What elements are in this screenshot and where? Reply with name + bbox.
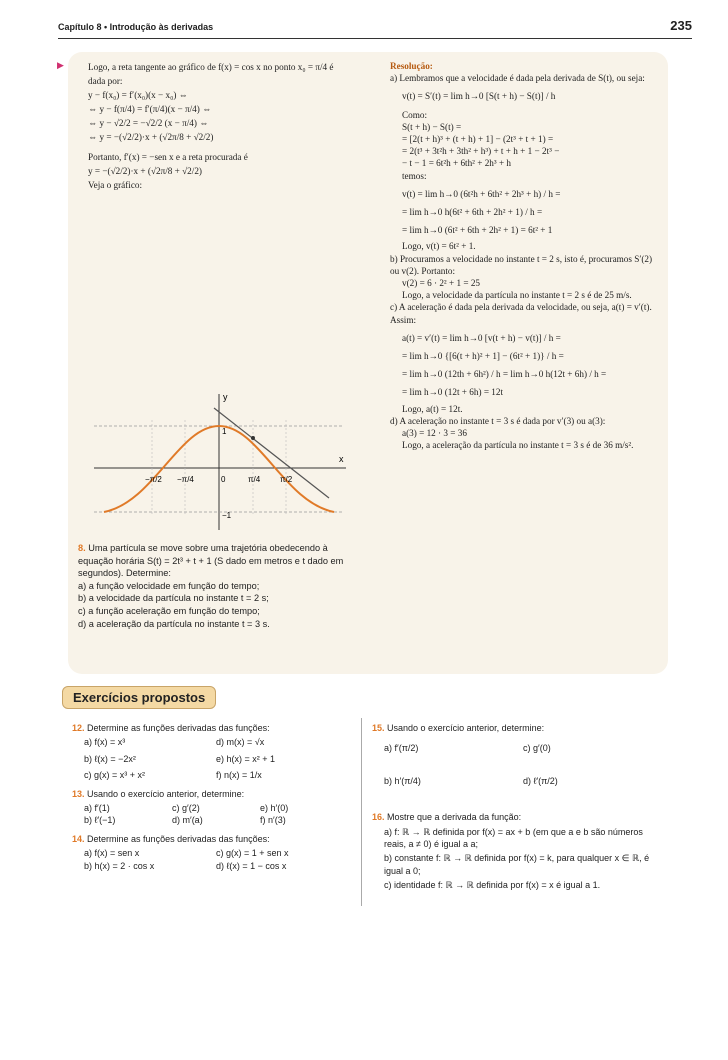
- exercise-item: d) m(x) = √x: [216, 737, 265, 748]
- equation-5: y = −(√2/2)·x + (√2π/8 + √2/2): [88, 166, 202, 176]
- tangent-graph: [84, 390, 354, 535]
- exercise-13-text: Usando o exercício anterior, determine:: [87, 788, 245, 799]
- resolution-line: = lim h→0 (12th + 6h²) / h = lim h→0 h(12t + 6h) / h =: [402, 369, 607, 380]
- resolution-line: Logo, a aceleração da partícula no instante t = 3 s é de 36 m/s².: [402, 440, 634, 451]
- exercise-item: c) g′(0): [523, 743, 551, 754]
- resolution-line: − t − 1 = 6t²h + 6th² + 2h³ + h: [402, 158, 512, 169]
- exercise-item: a) f(x) = x³: [84, 737, 126, 748]
- exercise-15-number: 15.: [372, 723, 385, 733]
- exercise-item: d) ℓ(x) = 1 − cos x: [216, 860, 287, 871]
- exercises-left: [72, 722, 348, 872]
- equation-1: y − f(x₀) = f′(x₀)(x − x₀) ⇔: [88, 90, 188, 100]
- equation-4: ⇔ y = −(√2/2)·x + (√2π/8 + √2/2): [88, 132, 214, 142]
- exercise-8-item: d) a aceleração da partícula no instante t = 3 s.: [78, 618, 270, 629]
- exercise-12-text: Determine as funções derivadas das funções:: [87, 723, 270, 733]
- exercise-item: b) ℓ(x) = −2x²: [84, 753, 136, 764]
- exercise-item: d) m′(a): [172, 815, 203, 826]
- exercise-item: f) n′(3): [260, 815, 286, 826]
- intro-text: Logo, a reta tangente ao gráfico de f(x) = cos x no ponto x₀ = π/4 é dada por:: [88, 62, 334, 86]
- x-axis-label: x: [339, 454, 344, 464]
- exercise-item: e) h′(0): [260, 803, 289, 814]
- resolution-line: v(t) = lim h→0 (6t²h + 6th² + 2h³ + h) / h =: [402, 188, 561, 199]
- resolution-line: Logo, a(t) = 12t.: [402, 403, 463, 414]
- tick-label: −π/4: [177, 475, 194, 484]
- tick-label: π/2: [280, 475, 293, 484]
- exercises-title: Exercícios propostos: [62, 686, 216, 709]
- resolution-line: Logo, a velocidade da partícula no instante t = 2 s é de 25 m/s.: [402, 290, 632, 301]
- resolution-line: a(3) = 12 · 3 = 36: [402, 428, 467, 439]
- resolution-title: Resolução:: [390, 61, 433, 71]
- resolution-line: = lim h→0 h(6t² + 6th + 2h² + 1) / h =: [402, 207, 543, 218]
- portanto-text: Portanto, f′(x) = −sen x e a reta procurada é: [88, 152, 248, 162]
- resolution-line: a(t) = v′(t) = lim h→0 [v(t + h) − v(t)] / h =: [402, 332, 561, 343]
- exercise-16-number: 16.: [372, 812, 385, 823]
- page-number: 235: [670, 18, 692, 33]
- exercise-16-text: Mostre que a derivada da função:: [387, 812, 522, 823]
- resolution-line: Como:: [402, 109, 428, 120]
- resolution-line: Logo, v(t) = 6t² + 1.: [402, 241, 476, 252]
- exercise-item: c) g(x) = 1 + sen x: [216, 848, 289, 859]
- equation-2: ⇔ y − f(π/4) = f′(π/4)(x − π/4) ⇔: [88, 104, 212, 114]
- y-tick-label: 1: [222, 427, 227, 436]
- exercise-14-number: 14.: [72, 833, 85, 844]
- resolution-line: v(t) = S′(t) = lim h→0 [S(t + h) − S(t)] / h: [402, 91, 556, 102]
- resolution-line: b) Procuramos a velocidade no instante t = 2 s, isto é, procuramos S′(2) ou v(2). Portanto:: [390, 253, 653, 276]
- exercise-item: b) constante f: ℝ → ℝ definida por f(x) = k, para qualquer x ∈ ℝ, é igual a 0;: [384, 853, 650, 876]
- exercise-item: a) f′(1): [84, 803, 110, 814]
- exercise-8-text: Uma partícula se move sobre uma trajetória obedecendo à equação horária S(t) = 2t³ + t + 1 (S dado em metros e t dado em segundos). Determine:: [78, 543, 344, 579]
- resolution-line: = [2(t + h)³ + (t + h) + 1] − (2t³ + t + 1) =: [402, 134, 554, 145]
- exercises-right: [372, 722, 662, 894]
- resolution-line: = 2(t³ + 3t²h + 3th² + h³) + t + h + 1 − 2t³ −: [402, 146, 560, 157]
- chapter-title: Capítulo 8 • Introdução às derivadas: [58, 22, 214, 32]
- resolution-line: d) A aceleração no instante t = 3 s é dada por v′(3) ou a(3):: [390, 415, 606, 426]
- exercise-8-number: 8.: [78, 543, 86, 553]
- exercise-item: e) h(x) = x² + 1: [216, 753, 276, 764]
- page-header: [58, 18, 692, 39]
- resolution-line: temos:: [402, 170, 427, 181]
- exercise-item: f) n(x) = 1/x: [216, 770, 262, 781]
- margin-arrow-icon: ▶: [57, 60, 64, 70]
- resolution-line: a) Lembramos que a velocidade é dada pela derivada de S(t), ou seja:: [390, 73, 645, 84]
- tick-label: 0: [221, 475, 226, 484]
- exercise-12-number: 12.: [72, 723, 85, 733]
- y-axis-label: y: [223, 392, 228, 402]
- exercise-8: [78, 542, 350, 630]
- exercise-item: b) h′(π/4): [384, 775, 421, 786]
- exercise-item: a) f: ℝ → ℝ definida por f(x) = ax + b (em que a e b são números reais, a ≠ 0) é igual a a;: [384, 826, 643, 850]
- exercise-item: b) ℓ′(−1): [84, 815, 116, 826]
- resolution-line: = lim h→0 {[6(t + h)² + 1] − (6t² + 1)} / h =: [402, 351, 564, 362]
- resolution-line: = lim h→0 (6t² + 6th + 2h² + 1) = 6t² + 1: [402, 225, 553, 236]
- exercise-8-item: b) a velocidade da partícula no instante t = 2 s;: [78, 593, 269, 604]
- exercise-item: b) h(x) = 2 · cos x: [84, 860, 155, 871]
- veja-text: Veja o gráfico:: [88, 180, 143, 190]
- resolution-line: c) A aceleração é dada pela derivada da velocidade, ou seja, a(t) = v′(t). Assim:: [390, 302, 652, 325]
- exercise-item: a) f′(π/2): [384, 743, 419, 754]
- column-divider: [361, 718, 362, 906]
- left-column: [88, 60, 350, 192]
- exercise-14-text: Determine as funções derivadas das funções:: [87, 833, 270, 844]
- resolution-line: v(2) = 6 · 2² + 1 = 25: [402, 278, 481, 289]
- tick-label: −π/2: [145, 475, 162, 484]
- exercise-15-text: Usando o exercício anterior, determine:: [387, 723, 545, 733]
- equation-3: ⇔ y − √2/2 = −√2/2 (x − π/4) ⇔: [88, 118, 209, 128]
- tangent-line: [214, 408, 329, 498]
- tick-label: π/4: [248, 475, 261, 484]
- exercise-8-item: a) a função velocidade em função do tempo;: [78, 580, 260, 591]
- resolution-line: = lim h→0 (12t + 6h) = 12t: [402, 387, 504, 398]
- y-tick-label: −1: [222, 511, 232, 520]
- right-column: [390, 60, 658, 451]
- exercise-13-number: 13.: [72, 788, 85, 799]
- exercise-item: c) identidade f: ℝ → ℝ definida por f(x) = x é igual a 1.: [384, 880, 601, 891]
- exercise-item: a) f(x) = sen x: [84, 848, 140, 859]
- resolution-line: S(t + h) − S(t) =: [402, 121, 462, 132]
- exercise-item: d) ℓ′(π/2): [523, 775, 558, 786]
- exercise-item: c) g(x) = x³ + x²: [84, 770, 146, 781]
- exercise-8-item: c) a função aceleração em função do tempo;: [78, 605, 260, 616]
- exercise-item: c) g′(2): [172, 803, 200, 814]
